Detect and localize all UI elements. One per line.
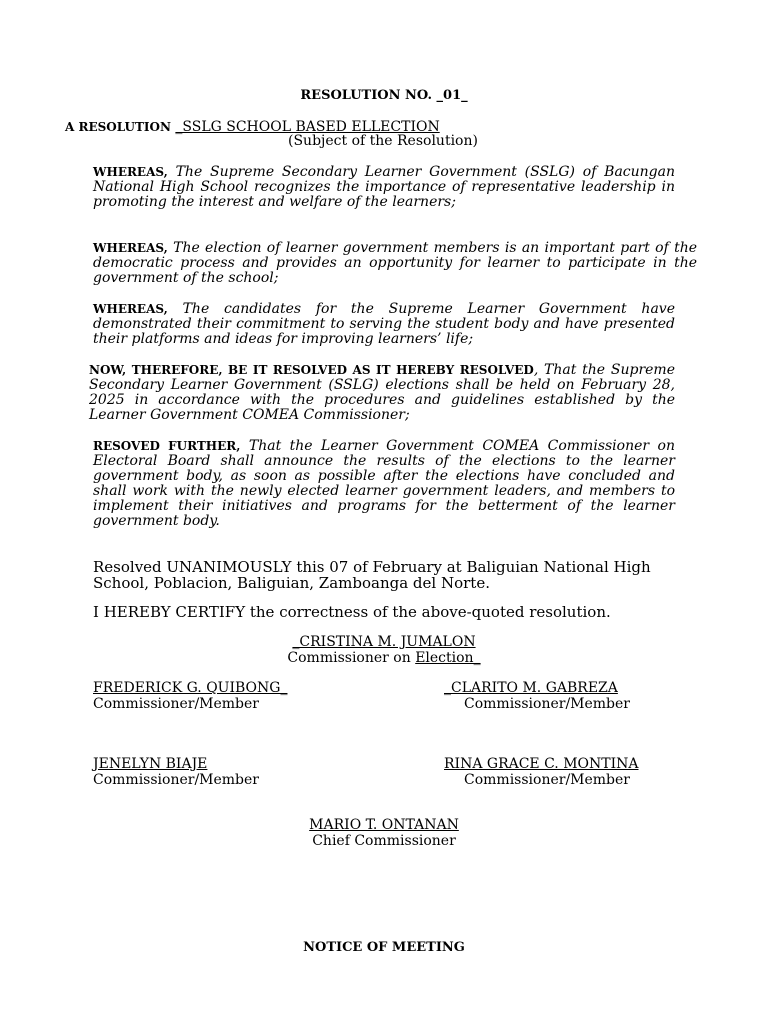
paragraph-lead: WHEREAS, <box>93 241 168 255</box>
paragraph-text: The Supreme Secondary Learner Government (SSLG) of Bacungan National High School recognizes the importance of representative leadership in promoting the interest and welfare of the learners; <box>93 164 675 210</box>
paragraph-lead: WHEREAS, <box>93 302 168 316</box>
signature-member-4 <box>444 756 639 788</box>
signatory-name: JENELYN BIAJE <box>93 756 208 772</box>
signatory-title: Commissioner/Member <box>464 772 630 788</box>
signatory-name: MARIO T. ONTANAN <box>309 817 459 833</box>
whereas-paragraph-1 <box>93 165 675 210</box>
signature-member-3 <box>93 756 259 788</box>
paragraph-lead: NOW, THEREFORE, BE IT RESOLVED AS IT HEREBY RESOLVED <box>89 363 534 377</box>
paragraph-lead: RESOVED FURTHER, <box>93 439 241 453</box>
resolved-unanimously-text: Resolved UNANIMOUSLY this 07 of February at Baliguian National High School, Poblacion, Baliguian, Zamboanga del Norte. <box>93 558 651 592</box>
subject-label: A RESOLUTION <box>65 120 171 134</box>
whereas-paragraph-3 <box>93 302 675 347</box>
signatory-title: Commissioner/Member <box>93 696 259 712</box>
signatory-title: Commissioner/Member <box>464 696 630 712</box>
certify-text: I HEREBY CERTIFY the correctness of the above-quoted resolution. <box>93 603 611 621</box>
signature-member-2 <box>444 680 630 712</box>
paragraph-text: That the Learner Government COMEA Commissioner on Electoral Board shall announce the results of the elections to the learner government body, as soon as possible after the elections have concluded and shall work with the newly elected learner government leaders, and members to implement their initiatives and programs for the betterment of the learner government body. <box>93 438 675 529</box>
paragraph-text: , That the Supreme Secondary Learner Government (SSLG) elections shall be held on February 28, 2025 in accordance with the procedures and guidelines established by the Learner Government COMEA Commissioner; <box>89 362 675 423</box>
resolved-paragraph <box>89 363 675 423</box>
signatory-title: Commissioner/Member <box>93 772 259 788</box>
paragraph-text: The election of learner government members is an important part of the democratic process and provides an opportunity for learner to participate in the government of the school; <box>93 240 697 286</box>
signature-member-1 <box>93 680 287 712</box>
resolved-further-paragraph <box>93 439 675 529</box>
signatory-title: Commissioner on Election_ <box>287 650 481 666</box>
signatory-name: FREDERICK G. QUIBONG_ <box>93 680 288 696</box>
signatory-name: _CLARITO M. GABREZA <box>444 680 618 696</box>
signatory-name: RINA GRACE C. MONTINA <box>444 756 639 772</box>
subject-caption: (Subject of the Resolution) <box>288 133 478 149</box>
signature-commissioner <box>264 634 504 666</box>
whereas-paragraph-2 <box>93 241 697 286</box>
resolution-title: RESOLUTION NO. _01_ <box>300 88 468 103</box>
signature-chief-commissioner <box>264 817 504 849</box>
paragraph-text: The candidates for the Supreme Learner Government have demonstrated their commitment to serving the student body and have presented their platforms and ideas for improving learners’ life; <box>93 301 675 347</box>
notice-heading: NOTICE OF MEETING <box>303 940 465 955</box>
signatory-name: _CRISTINA M. JUMALON <box>292 634 476 650</box>
signatory-title: Chief Commissioner <box>312 833 456 849</box>
subject-value: _SSLG SCHOOL BASED ELLECTION <box>175 119 440 135</box>
paragraph-lead: WHEREAS, <box>93 165 168 179</box>
